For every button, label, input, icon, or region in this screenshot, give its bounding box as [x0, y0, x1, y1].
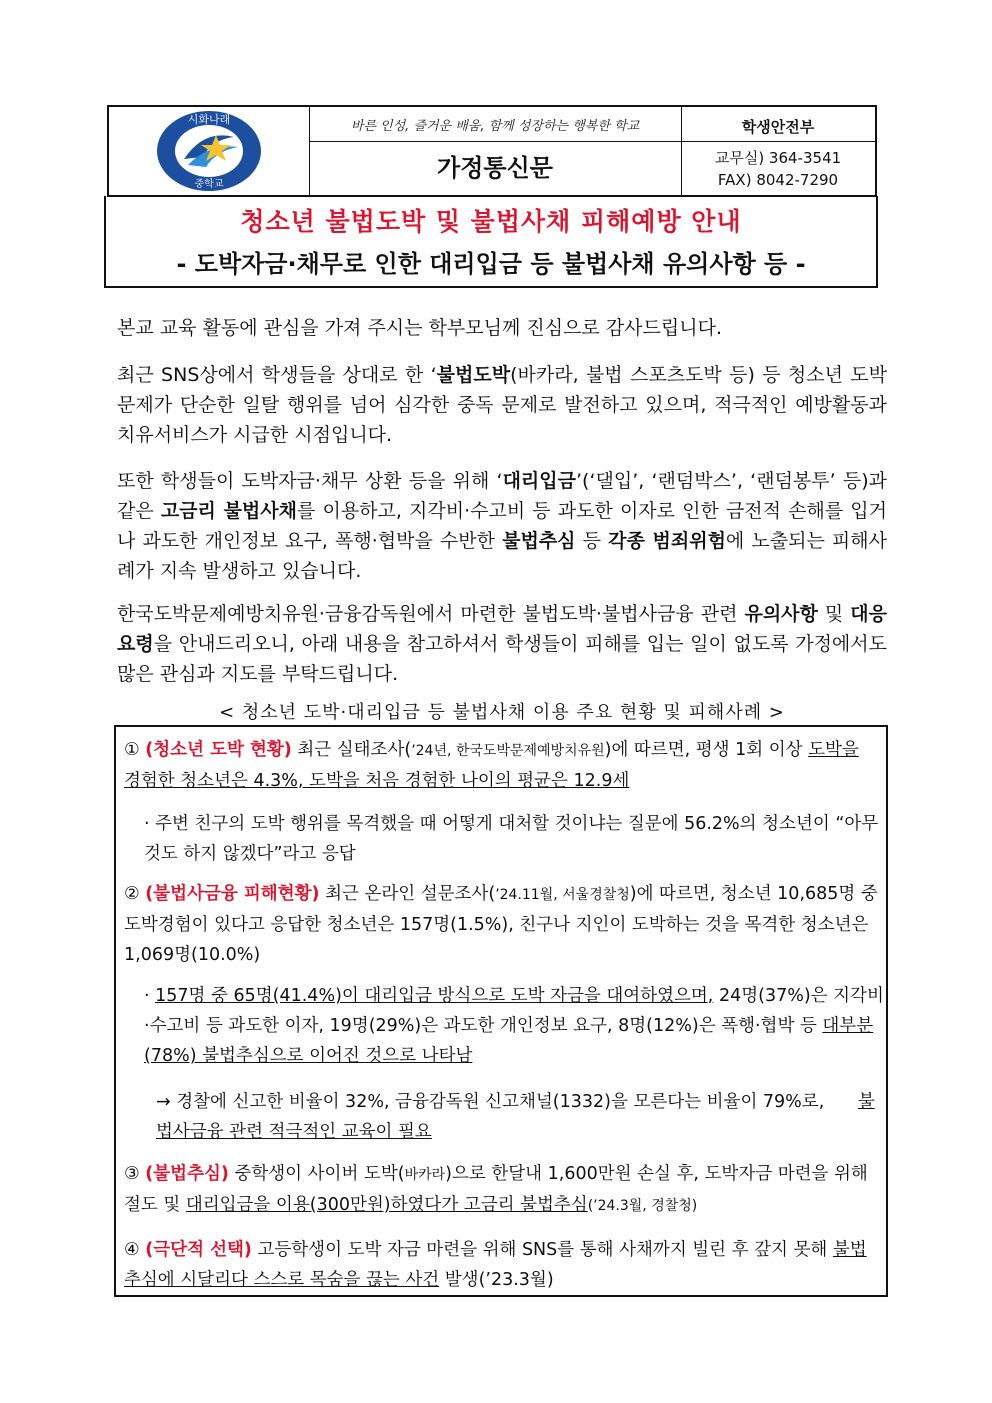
p3-keyword-proxy-deposit: 대리입금 — [502, 470, 576, 492]
case-2-bullet — [144, 981, 884, 1071]
paragraph-guidance-request — [117, 599, 887, 689]
case-1-number: ① — [124, 740, 140, 760]
p2-keyword-illegal-gambling: 불법도박 — [436, 364, 511, 386]
case-2-number: ② — [124, 884, 140, 904]
case-3-source: 바카라 — [404, 1167, 446, 1183]
case-4-text-a: 고등학생이 도박 자금 마련을 위해 SNS를 통해 사채까지 빌린 후 갚지 못해 — [251, 1240, 833, 1260]
p3-text-e: 를 이용하고, 지각비·수고비 등 과도한 이자로 인한 금전적 손해를 입거나 과도한 개인정보 요구, 폭행·협박을 수반한 — [117, 500, 888, 552]
p4-text-a: 한국도박문제예방치유원·금융감독원에서 마련한 불법도박·불법사금융 관련 — [117, 603, 745, 625]
case-3-source-2: (’24.3월, 경찰청) — [587, 1198, 698, 1214]
logo-text-bottom: 중학교 — [194, 179, 224, 190]
case-1-source: ’24년, 한국도박문제예방치유원 — [411, 743, 605, 759]
case-3-text-b: )으로 한달내 1,600만원 손실 후, 도박자금 마련을 위해 절도 및 — [124, 1164, 868, 1215]
case-2-source: ’24.11월, 서울경찰청 — [495, 887, 630, 903]
p4-keyword-response: 대응요령 — [117, 603, 887, 655]
header-middle-cell — [309, 107, 682, 195]
p4-text-c: 및 — [817, 603, 851, 625]
case-2-text-a: 최근 온라인 설문조사( — [319, 884, 496, 904]
p3-keyword-high-interest: 고금리 불법사채 — [160, 500, 297, 522]
case-1-bullet: · 주변 친구의 도박 행위를 목격했을 때 어떻게 대처할 것이냐는 질문에 56.2%의 청소년이 “아무것도 하지 않겠다”라고 응답 — [144, 814, 879, 864]
p2-text-c: (바카라, 불법 스포츠도박 등) 등 청소년 도박 문제가 단순한 일탈 행위를 넘어 심각한 중독 문제로 발전하고 있으며, 적극적인 예방활동과 치유서비스가 시급한 시점입니다. — [117, 364, 887, 446]
p3-keyword-illegal-collection: 불법추심 — [502, 530, 576, 552]
greeting-paragraph: 본교 교육 활동에 관심을 가져 주시는 학부모님께 진심으로 감사드립니다. — [117, 317, 722, 339]
p4-text-e: 을 안내드리오니, 아래 내용을 참고하셔서 학생들이 피해를 입는 일이 없도록 가정에서도 많은 관심과 지도를 부탁드립니다. — [117, 633, 887, 685]
bullet-dot: · — [144, 986, 156, 1006]
p2-text-a: 최근 SNS상에서 학생들을 상대로 한 ‘ — [117, 364, 437, 386]
case-1-text-a: 최근 실태조사( — [291, 740, 412, 760]
header-right-cell — [681, 107, 875, 195]
case-1-underlined: 도박을 경험한 청소년은 4.3%, 도박을 처음 경험한 나이의 평균은 12.9세 — [124, 740, 859, 791]
case-3-number: ③ — [124, 1164, 140, 1184]
paragraph-gambling-issue — [117, 360, 887, 450]
case-2 — [124, 879, 880, 970]
p3-text-i: 에 노출되는 피해사례가 지속 발생하고 있습니다. — [117, 530, 887, 582]
school-emblem-icon — [154, 109, 264, 193]
logo-text-top: 시화나래 — [187, 113, 231, 126]
case-3-underlined: 대리입금을 이용(300만원)하였다가 고금리 불법추심 — [185, 1195, 588, 1215]
case-box — [114, 725, 888, 1297]
main-title: 청소년 불법도박 및 불법사채 피해예방 안내 — [240, 207, 742, 236]
case-4-label: (극단적 선택) — [145, 1240, 252, 1260]
title-box — [104, 196, 878, 288]
case-4 — [124, 1235, 880, 1295]
case-2-arrow-note — [156, 1087, 884, 1147]
p3-text-c: ’(‘댈입’, ‘랜덤박스’, ‘랜덤봉투’ 등)과 같은 — [117, 470, 887, 522]
phone-number: 교무실) 364-3541 — [714, 149, 842, 167]
case-2-arrow-underlined: 불법사금융 관련 적극적인 교육이 필요 — [156, 1092, 875, 1142]
case-1-label: (청소년 도박 현황) — [145, 740, 292, 760]
p4-keyword-precautions: 유의사항 — [744, 603, 818, 625]
case-2-bullet-underlined-2: 대부분(78%) 불법추심으로 이어진 것으로 나타남 — [144, 1016, 874, 1066]
case-1 — [124, 735, 880, 796]
case-4-text-b: 발생(’23.3월) — [439, 1270, 554, 1290]
case-2-label: (불법사금융 피해현황) — [145, 884, 320, 904]
p3-keyword-crime-risk: 각종 범죄위험 — [608, 530, 726, 552]
case-3-text-a: 중학생이 사이버 도박( — [228, 1164, 405, 1184]
department-name: 학생안전부 — [681, 113, 875, 142]
paragraph-illegal-loans — [117, 466, 887, 586]
case-3-label: (불법추심) — [145, 1164, 229, 1184]
case-3 — [124, 1159, 880, 1221]
fax-number: FAX) 8042-7290 — [717, 171, 839, 189]
case-2-arrow-text: → 경찰에 신고한 비율이 32%, 금융감독원 신고채널(1332)을 모른다는 비율이 79%로, — [156, 1092, 825, 1112]
p3-text-a: 또한 학생들이 도박자금·채무 상환 등을 위해 ‘ — [117, 470, 503, 492]
sub-title: - 도박자금·채무로 인한 대리입금 등 불법사채 유의사항 등 - — [176, 250, 806, 278]
logo-cell — [109, 107, 310, 195]
case-4-underlined: 불법추심에 시달리다 스스로 목숨을 끊는 사건 — [124, 1240, 867, 1290]
case-1-text-b: )에 따르면, 평생 1회 이상 — [604, 740, 809, 760]
case-2-text-b: )에 따르면, 청소년 10,685명 중 도박경험이 있다고 응답한 청소년은 157명(1.5%), 친구나 지인이 도박하는 것을 목격한 청소년은 1,069명(10.0%) — [124, 884, 878, 965]
header-box — [107, 105, 877, 197]
section-heading: < 청소년 도박·대리입금 등 불법사채 이용 주요 현황 및 피해사례 > — [219, 702, 785, 723]
school-motto: 바른 인성, 즐거운 배움, 함께 성장하는 행복한 학교 — [309, 113, 681, 142]
document-type-title: 가정통신문 — [437, 154, 553, 182]
case-4-number: ④ — [124, 1240, 140, 1260]
p3-text-g: 등 — [575, 530, 609, 552]
case-2-bullet-underlined-1: 157명 중 65명(41.4%)이 대리입금 방식으로 도박 자금을 대여하였으며, — [155, 986, 714, 1006]
case-2-bullet-text: 24명(37%)은 지각비·수고비 등 과도한 이자, 19명(29%)은 과도한 개인정보 요구, 8명(12%)은 폭행·협박 등 — [144, 986, 884, 1036]
